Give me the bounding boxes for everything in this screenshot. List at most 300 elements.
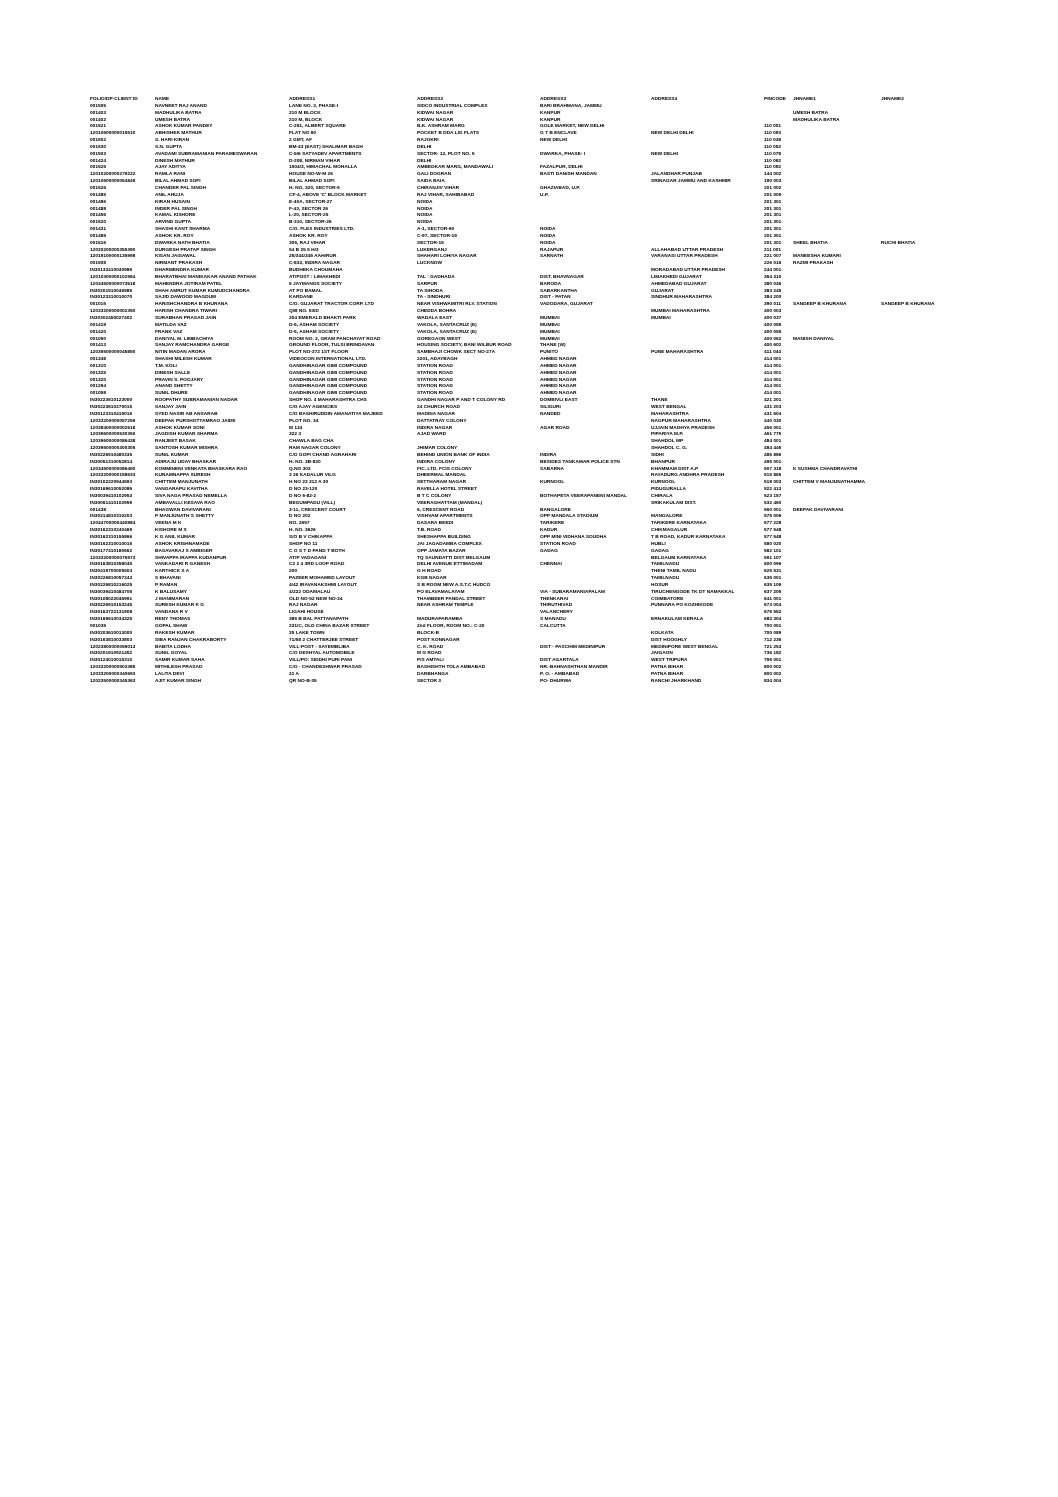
cell-jhname1 xyxy=(793,665,881,672)
table-row xyxy=(90,631,950,638)
cell-address4 xyxy=(651,213,764,220)
cell-address1: H. NO. 3B-820 xyxy=(289,459,321,465)
cell-address1: BUDHEKA CHOUMAHA xyxy=(289,268,343,274)
cell-address3: RAJAPUR xyxy=(540,247,564,253)
cell-folio: 12034500000073618 xyxy=(90,281,136,287)
cell-address4: T B ROAD, KADUR KARNATAKA xyxy=(651,535,726,540)
table-row xyxy=(90,672,950,679)
cell-address1: 5 JAYMANGS SOCIETY xyxy=(289,281,343,287)
cell-pincode: 582 101 xyxy=(764,548,782,554)
cell-address4 xyxy=(651,610,764,617)
cell-name: LALITA DEVI xyxy=(155,671,185,677)
cell-jhname1 xyxy=(793,309,881,316)
cell-address4 xyxy=(651,200,764,207)
cell-address2: DELHI xyxy=(417,144,432,150)
cell-pincode: 800 002 xyxy=(764,671,782,677)
cell-address1: VILL-POST - SAYEMBLIBA xyxy=(289,644,350,650)
cell-jhname2 xyxy=(881,234,950,241)
cell-address4: NEW DELHI xyxy=(651,151,678,157)
cell-jhname2 xyxy=(881,617,950,624)
cell-pincode: 712 235 xyxy=(764,637,782,643)
cell-pincode: 577 548 xyxy=(764,535,782,540)
cell-address4 xyxy=(651,378,764,385)
cell-address4: UJJAIN MADHYA PRADESH xyxy=(651,425,715,431)
table-row xyxy=(90,111,950,118)
cell-address3: KANPUR xyxy=(540,117,561,123)
cell-jhname2 xyxy=(881,631,950,638)
cell-address1: C/O AJAY AGENCIES xyxy=(289,404,338,410)
cell-address1: C2 2 4 3RD LOOP ROAD xyxy=(289,562,345,568)
table-row xyxy=(90,227,950,234)
cell-pincode: 625 531 xyxy=(764,569,782,575)
cell-folio: 12038400000002518 xyxy=(90,425,136,431)
cell-pincode: 431 604 xyxy=(764,411,782,417)
cell-address1: C/O. FLEX INDUSTRIES LTD. xyxy=(289,227,355,233)
cell-pincode: 682 304 xyxy=(764,617,782,623)
cell-jhname1 xyxy=(793,275,881,282)
cell-name: SAJID DAWOOD MAGDUM xyxy=(155,295,217,301)
cell-name: SUNIL GOYAL xyxy=(155,651,188,657)
cell-folio: 001486 xyxy=(90,199,107,205)
cell-folio: IN30302450027402 xyxy=(90,316,133,321)
cell-folio: 001402 xyxy=(90,117,107,123)
cell-pincode: 522 413 xyxy=(764,487,782,493)
cell-jhname2 xyxy=(881,665,950,672)
table-row xyxy=(90,679,950,686)
cell-pincode: 523 157 xyxy=(764,493,782,499)
cell-jhname2 xyxy=(881,378,950,385)
header-name: NAME xyxy=(155,97,170,102)
table-row xyxy=(90,603,950,610)
cell-jhname2 xyxy=(881,200,950,207)
cell-name: KIRAN HUSAIN xyxy=(155,199,190,205)
cell-address4 xyxy=(651,357,764,364)
cell-address1: 21 A xyxy=(289,671,299,677)
cell-pincode: 110 092 xyxy=(764,158,782,164)
cell-jhname1 xyxy=(793,576,881,583)
cell-address4 xyxy=(651,337,764,344)
cell-pincode: 144 002 xyxy=(764,172,782,178)
cell-name: DHARMENDRA KUMAR xyxy=(155,268,209,274)
cell-jhname2 xyxy=(881,645,950,652)
cell-address4: DIST HOOGHLY xyxy=(651,637,688,643)
cell-pincode: 700 089 xyxy=(764,630,782,636)
cell-folio: 001294 xyxy=(90,384,107,390)
cell-folio: IN30102220944593 xyxy=(90,480,133,486)
cell-jhname2 xyxy=(881,603,950,610)
cell-jhname2 xyxy=(881,207,950,214)
cell-address2: C. K. ROAD xyxy=(417,644,444,650)
cell-address2: LUKERGANJ xyxy=(417,247,447,253)
cell-address2: STATION ROAD xyxy=(417,384,453,390)
cell-pincode: 799 001 xyxy=(764,658,782,664)
cell-pincode: 414 001 xyxy=(764,370,782,376)
cell-jhname2 xyxy=(881,179,950,186)
cell-pincode: 577 548 xyxy=(764,528,782,534)
cell-address4: MAHARASHTRA xyxy=(651,411,689,417)
cell-address1: KARDANE xyxy=(289,295,313,301)
cell-address3: MUMBAI xyxy=(540,316,560,321)
cell-address1: LANE NO. 2, PHASE-I xyxy=(289,103,339,109)
cell-pincode: 456 001 xyxy=(764,425,782,431)
cell-jhname1 xyxy=(793,220,881,227)
cell-pincode: 244 001 xyxy=(764,268,782,274)
cell-address3: GHAZIABAD, U.P. xyxy=(540,185,581,191)
cell-address1: 3 26 KADALUR VILG xyxy=(289,473,336,479)
table-row xyxy=(90,316,950,323)
cell-address4: RAYADURG ANDHRA PRADESH xyxy=(651,473,725,479)
cell-address4: TIRUCHENGODE TK DT NAMAKKAL xyxy=(651,589,735,595)
cell-address2: VAKOLA, SANTACRUZ (E) xyxy=(417,329,477,335)
cell-jhname1 xyxy=(793,200,881,207)
cell-address3 xyxy=(540,638,651,645)
cell-address4: COIMBATORE xyxy=(651,596,684,602)
cell-name: DINESH SALLE xyxy=(155,370,191,376)
cell-address3 xyxy=(540,487,651,494)
table-row xyxy=(90,590,950,597)
cell-address2: DATTATRAY COLONY xyxy=(417,418,467,424)
cell-address2: STATION ROAD xyxy=(417,363,453,369)
cell-name: VANKADARI R GANESH xyxy=(155,562,211,568)
cell-address2: RAJ VIHAR, SAHIBABAD xyxy=(417,192,475,198)
cell-name: SUNIL DHURE xyxy=(155,391,188,397)
cell-folio: IN30203610013000 xyxy=(90,630,133,636)
cell-address3 xyxy=(540,309,651,316)
cell-address4: CHIRALA xyxy=(651,493,673,499)
cell-jhname1 xyxy=(793,631,881,638)
cell-jhname2 xyxy=(881,426,950,433)
cell-address2: AJAD WARD xyxy=(417,432,447,438)
table-row xyxy=(90,556,950,563)
cell-address2: RAVELLA HOTEL STREET xyxy=(417,487,477,493)
cell-folio: 12010200000279222 xyxy=(90,172,136,178)
cell-address1: 4/222 ODAMALAU xyxy=(289,589,331,595)
cell-pincode: 800 002 xyxy=(764,665,782,671)
cell-address3 xyxy=(540,213,651,220)
cell-jhname1 xyxy=(793,172,881,179)
cell-address4: WEST TRIPURA xyxy=(651,658,688,664)
cell-jhname1 xyxy=(793,323,881,330)
cell-jhname1 xyxy=(793,528,881,535)
cell-folio: 001050 xyxy=(90,336,107,342)
cell-folio: IN30177410180662 xyxy=(90,548,133,554)
cell-name: SHASHI MILESH KUMAR xyxy=(155,357,212,363)
cell-address2: 2nd FLOOR, ROOM NO.: C-20 xyxy=(417,623,485,629)
cell-jhname1 xyxy=(793,583,881,590)
cell-pincode: 577 228 xyxy=(764,521,782,527)
cell-address2: CHIRANJIV VIHAR xyxy=(417,185,460,191)
cell-address3: KURNOOL xyxy=(540,480,565,486)
cell-address4: PATNA BIHAR xyxy=(651,665,684,671)
cell-address3: KANPUR xyxy=(540,110,561,116)
cell-pincode: 507 318 xyxy=(764,466,782,472)
cell-jhname2 xyxy=(881,569,950,576)
cell-address1: BEGUMPADU (VILL) xyxy=(289,500,336,506)
cell-address2: DELHI xyxy=(417,158,432,164)
cell-address2: FIC. LTD. FCIS COLONY xyxy=(417,466,472,472)
cell-address3: DIST AGARTALA xyxy=(540,658,579,664)
cell-folio: 12020200000355390 xyxy=(90,247,136,253)
header-jhname1: JHNAME1 xyxy=(793,97,816,102)
cell-pincode: 484 001 xyxy=(764,439,782,445)
cell-address4: ERNAKULAM KERALA xyxy=(651,617,704,623)
table-row xyxy=(90,241,950,248)
table-row xyxy=(90,617,950,624)
cell-address3: SILIGURI xyxy=(540,404,561,410)
cell-jhname1 xyxy=(793,419,881,426)
cell-folio: IN30226810057243 xyxy=(90,576,133,582)
cell-folio: IN30162310155866 xyxy=(90,535,133,540)
cell-address4: MUMBAI MAHARASHTRA xyxy=(651,309,710,315)
cell-address4: JAIGAON xyxy=(651,651,673,657)
cell-jhname1 xyxy=(793,426,881,433)
cell-address3: TARIKERE xyxy=(540,521,565,527)
cell-jhname1 xyxy=(793,350,881,357)
cell-jhname2 xyxy=(881,446,950,453)
cell-jhname2 xyxy=(881,439,950,446)
cell-address1: 1504/3, HIMACHAL MOHALLA xyxy=(289,165,358,171)
cell-address1: L-20, SECTOR-25 xyxy=(289,213,329,219)
cell-folio: 001431 xyxy=(90,227,107,233)
cell-address3 xyxy=(540,432,651,439)
cell-folio: 12023800000059013 xyxy=(90,644,136,650)
cell-folio: IN30162310010016 xyxy=(90,541,133,547)
table-row xyxy=(90,412,950,419)
cell-folio: 001438 xyxy=(90,507,107,513)
cell-address4: GADAG xyxy=(651,548,669,554)
cell-address2: 2201, ADAYBAGH xyxy=(417,357,458,363)
cell-address4: NAGPUR MAHARASHTRA xyxy=(651,418,711,424)
cell-address2: C-97, SECTOR-19 xyxy=(417,233,457,239)
cell-address2: BEHIND UNION BANK OF INDIA xyxy=(417,452,490,458)
cell-address2: SIDCO INDUSTRIAL COMPLEX xyxy=(417,103,488,109)
cell-jhname2 xyxy=(881,275,950,282)
cell-address3: GADAG xyxy=(540,548,558,554)
cell-address2: SAIDA BAIA xyxy=(417,179,445,185)
table-row xyxy=(90,200,950,207)
cell-address4 xyxy=(651,193,764,200)
cell-jhname2 xyxy=(881,193,950,200)
cell-jhname2 xyxy=(881,357,950,364)
cell-jhname2 xyxy=(881,562,950,569)
header-pincode: PINCODE xyxy=(764,97,786,102)
cell-address1: ASHOK KR. ROY xyxy=(289,233,328,239)
cell-pincode: 190 003 xyxy=(764,179,782,185)
cell-address1: 385 B BAL PATTANAPATH xyxy=(289,617,349,623)
cell-address4: VARANASI UTTAR PRADESH xyxy=(651,254,718,260)
cell-address3: U.P. xyxy=(540,192,549,198)
cell-address1: 305, RAJ VIHAR xyxy=(289,240,326,246)
cell-address3 xyxy=(540,556,651,563)
cell-jhname2 xyxy=(881,248,950,255)
cell-address4: SIDHI xyxy=(651,452,664,458)
table-row xyxy=(90,645,950,652)
cell-address4: SHAHDOL C. G. xyxy=(651,446,688,452)
cell-jhname1 xyxy=(793,316,881,323)
cell-jhname2 xyxy=(881,343,950,350)
cell-address3: CHENNAI xyxy=(540,562,562,568)
cell-address1: H. NO. 320, SECTOR-5 xyxy=(289,185,340,191)
cell-name: MITHILESH PRASAD xyxy=(155,665,203,671)
cell-address1: 71/58 2 CHATTERJEE STREET xyxy=(289,637,359,643)
cell-jhname1 xyxy=(793,357,881,364)
cell-folio: 001520 xyxy=(90,220,107,226)
cell-folio: IN30214810310203 xyxy=(90,514,133,520)
cell-jhname1 xyxy=(793,124,881,131)
cell-name: AJIT KUMAR SINGH xyxy=(155,678,202,684)
cell-jhname1 xyxy=(793,104,881,111)
cell-folio: 001413 xyxy=(90,343,107,349)
cell-jhname2: RUCHI BHATIA xyxy=(881,240,916,246)
cell-address4 xyxy=(651,186,764,193)
cell-address2: 6, CRESCENT ROAD xyxy=(417,507,465,513)
cell-jhname1 xyxy=(793,186,881,193)
cell-address1: CF-4, ABOVE 'C' BLOCK MARKET xyxy=(289,192,367,198)
cell-jhname1: MANISH DANIYAL xyxy=(793,336,835,342)
table-row xyxy=(90,576,950,583)
cell-folio: 12033200000503385 xyxy=(90,665,136,671)
cell-address4 xyxy=(651,104,764,111)
cell-folio: 12033200000340693 xyxy=(90,671,136,677)
cell-name: SIVA NAGA PRASAD NEMELLA xyxy=(155,493,228,499)
cell-address2: B T C COLONY xyxy=(417,493,452,499)
cell-name: P RAMAN xyxy=(155,582,178,588)
table-row xyxy=(90,610,950,617)
cell-jhname1 xyxy=(793,487,881,494)
shareholder-table xyxy=(90,97,950,686)
cell-folio: 001058 xyxy=(90,391,107,397)
cell-address1: 4/42 IRAVANAKSHMI LAYOUT xyxy=(289,582,357,588)
cell-jhname2 xyxy=(881,535,950,542)
cell-address3: PO- DHURWA xyxy=(540,678,572,684)
cell-address2: DHEERMAL MANDAL xyxy=(417,473,467,479)
cell-jhname2 xyxy=(881,213,950,220)
cell-folio: 12035500000045850 xyxy=(90,350,136,356)
cell-address3: DIST. BHAVNAGAR xyxy=(540,274,584,280)
cell-name: J MANIMARAN xyxy=(155,596,190,602)
cell-pincode: 211 001 xyxy=(764,247,782,253)
cell-jhname2 xyxy=(881,172,950,179)
cell-address2: GOREGAON WEST xyxy=(417,336,461,342)
cell-address4: PUNE MAHARASHTRA xyxy=(651,350,704,356)
cell-address3: SARNATH xyxy=(540,254,564,260)
cell-name: T.M. KOLI xyxy=(155,363,177,369)
cell-jhname1: SANDEEP B KHURANA xyxy=(793,302,847,308)
cell-address3: AHMED NAGAR xyxy=(540,377,577,383)
cell-jhname2 xyxy=(881,549,950,556)
cell-address4 xyxy=(651,371,764,378)
cell-address4 xyxy=(651,220,764,227)
cell-address4: SINDHUR MAHARASHTRA xyxy=(651,295,713,301)
cell-address4: PIPARIYA M.P. xyxy=(651,432,684,438)
cell-address3 xyxy=(540,631,651,638)
cell-folio: 001516 xyxy=(90,240,107,246)
cell-jhname2 xyxy=(881,282,950,289)
table-row xyxy=(90,494,950,501)
cell-address2: MADURAPARAMBA xyxy=(417,617,463,623)
cell-pincode: 421 201 xyxy=(764,398,782,404)
cell-name: KAMAL KISHORE xyxy=(155,213,196,219)
cell-pincode: 641 001 xyxy=(764,596,782,602)
cell-folio: 12033200000158633 xyxy=(90,473,136,479)
table-row xyxy=(90,152,950,159)
cell-address4 xyxy=(651,138,764,145)
cell-address2: G H ROAD xyxy=(417,569,441,575)
cell-jhname1 xyxy=(793,562,881,569)
cell-address1: 54 B 25 5 H/3 xyxy=(289,247,319,253)
cell-pincode: 221 007 xyxy=(764,254,782,260)
cell-pincode: 414 001 xyxy=(764,384,782,390)
cell-pincode: 414 001 xyxy=(764,391,782,397)
header-address1: ADDRESS1 xyxy=(289,97,316,102)
table-row xyxy=(90,501,950,508)
cell-address1: BILAL AHMAD SOFI xyxy=(289,179,335,185)
cell-pincode: 201 301 xyxy=(764,220,782,226)
cell-address3: NR.-BAHNASHTHAN MANDIR xyxy=(540,665,608,671)
cell-address3: G T B ENCLAVE xyxy=(540,131,577,137)
cell-address3 xyxy=(540,207,651,214)
table-row xyxy=(90,261,950,268)
cell-address3: MUMBAI xyxy=(540,329,560,335)
cell-folio: 001403 xyxy=(90,110,107,116)
cell-jhname1 xyxy=(793,542,881,549)
cell-address2: KIDWAI NAGAR xyxy=(417,117,454,123)
cell-folio: 001310 xyxy=(90,363,107,369)
cell-pincode: 411 044 xyxy=(764,350,782,356)
cell-jhname1: RAZMI PRAKASH xyxy=(793,261,834,267)
cell-address1: D NO 23-120 xyxy=(289,487,318,493)
cell-jhname2 xyxy=(881,610,950,617)
cell-address2: HOUSING SOCIETY, BANI WILBUR ROAD xyxy=(417,343,512,349)
cell-folio: 001320 xyxy=(90,377,107,383)
cell-name: SANTOSH KUMAR MISHRA xyxy=(155,446,218,452)
cell-jhname1 xyxy=(793,234,881,241)
cell-address4: KHAMMAM DIST A.P xyxy=(651,466,699,472)
cell-jhname2 xyxy=(881,473,950,480)
cell-address1: RAM NAGAR COLONY xyxy=(289,446,341,452)
cell-folio: 001525 xyxy=(90,165,107,171)
cell-jhname2 xyxy=(881,159,950,166)
table-row xyxy=(90,528,950,535)
cell-address4: CHIKMAGALUR xyxy=(651,528,688,534)
table-row xyxy=(90,508,950,515)
cell-name: KOMMINENI VENKATA BHASKARA RAO xyxy=(155,466,248,472)
cell-folio: 001503 xyxy=(90,151,107,157)
cell-pincode: 560 001 xyxy=(764,507,782,513)
cell-jhname2 xyxy=(881,405,950,412)
cell-address4: LIMAKHEDI GUJARAT xyxy=(651,274,702,280)
table-row xyxy=(90,254,950,261)
cell-folio: 001489 xyxy=(90,233,107,239)
table-row xyxy=(90,124,950,131)
cell-address4 xyxy=(651,124,764,131)
cell-pincode: 484 446 xyxy=(764,446,782,452)
cell-address1: AT/POST : LIMAKHEDI xyxy=(289,274,341,280)
cell-folio: IN30163810033803 xyxy=(90,637,133,643)
cell-address2: TAL : GADHADA xyxy=(417,274,455,280)
cell-address3: SABARKANTHA xyxy=(540,288,578,294)
cell-jhname1 xyxy=(793,679,881,686)
cell-jhname1: MADHULIKA BATRA xyxy=(793,117,840,123)
table-row xyxy=(90,665,950,672)
cell-jhname2 xyxy=(881,672,950,679)
table-row xyxy=(90,207,950,214)
cell-address1: E-40A, SECTOR-27 xyxy=(289,199,333,205)
cell-folio: 001420 xyxy=(90,329,107,335)
cell-pincode: 532 460 xyxy=(764,500,782,506)
cell-jhname2 xyxy=(881,398,950,405)
table-row xyxy=(90,480,950,487)
